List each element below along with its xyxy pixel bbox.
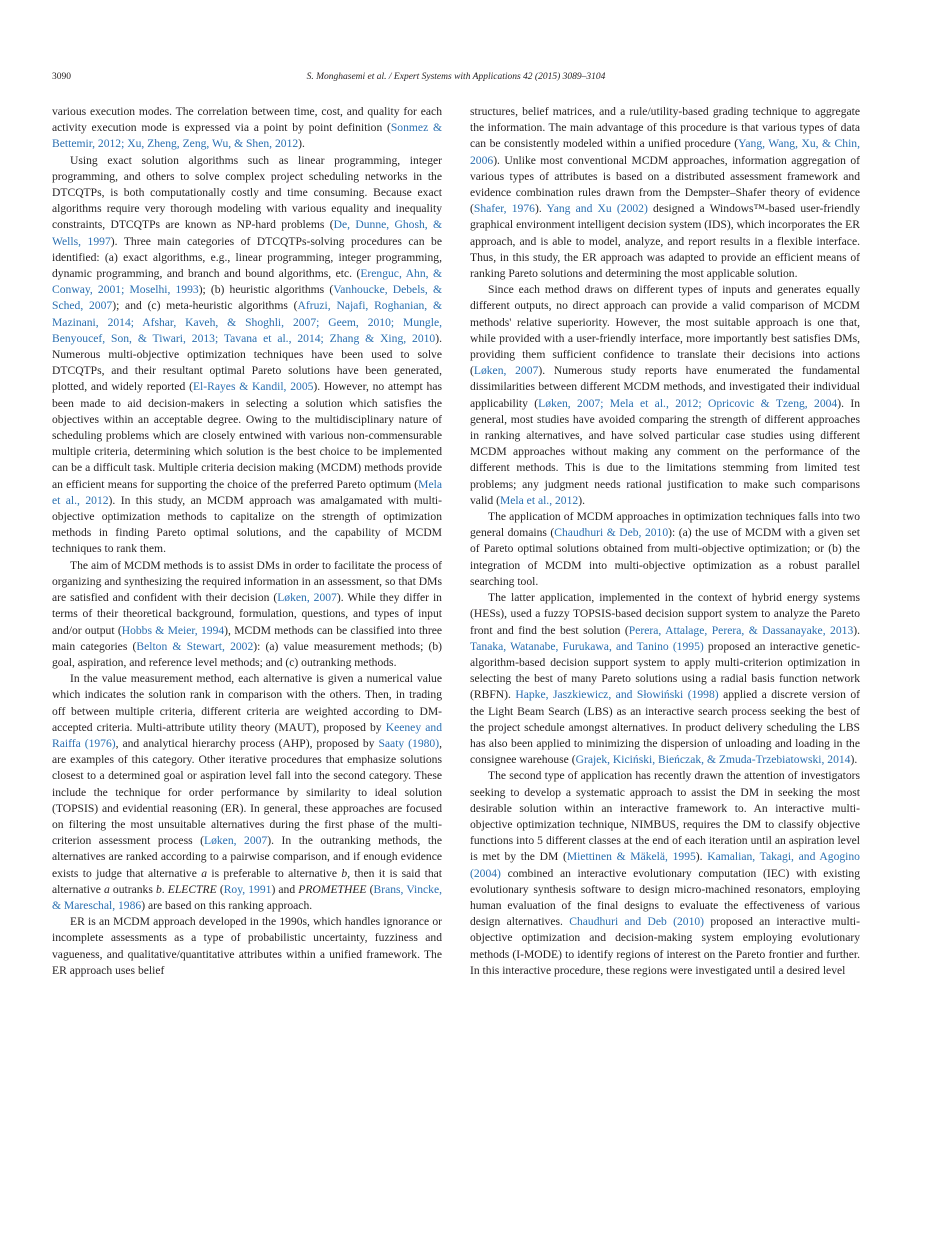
citation-link[interactable]: Miettinen & Mäkelä, 1995 xyxy=(566,850,696,864)
paragraph xyxy=(470,768,860,979)
left-column xyxy=(52,104,442,979)
paragraph xyxy=(470,509,860,590)
citation-link[interactable]: Løken, 2007; Mela et al., 2012; Opricovic & Tzeng, 2004 xyxy=(538,396,838,410)
text-run: outranks xyxy=(109,882,156,896)
citation-link[interactable]: Hapke, Jaszkiewicz, and Słowiński (1998) xyxy=(515,688,719,702)
text-run: , then it is said that alternative xyxy=(52,866,442,896)
citation-link[interactable]: Belton & Stewart, 2002 xyxy=(136,639,254,653)
paragraph xyxy=(470,282,860,509)
paragraph xyxy=(470,104,860,282)
citation-link[interactable]: Løken, 2007 xyxy=(277,591,337,605)
citation-link[interactable]: Saaty (1980) xyxy=(378,736,440,750)
text-run: ), MCDM methods can be classified into three main categories ( xyxy=(52,623,442,653)
paragraph xyxy=(470,590,860,768)
citation-link[interactable]: Roy, 1991 xyxy=(223,882,272,896)
text-run: The latter application, implemented in the context of hybrid energy systems (HESs), used a fuzzy TOPSIS-based decision support system to analyze the Pareto front and find the best solution ( xyxy=(470,591,860,637)
text-run: . xyxy=(161,882,168,896)
text-run: ). Numerous multi-objective optimization techniques have been used to solve DTCQTPs, and their resultant optimal Pareto solutions have been generated, plotted, and widely reported ( xyxy=(52,331,442,394)
citation-link[interactable]: Brans, Vincke, & Mareschal, 1986 xyxy=(52,882,442,912)
citation-link[interactable]: El-Rayes & Kandil, 2005 xyxy=(192,380,314,394)
text-run: ): (a) value measurement methods; (b) goal, aspiration, and reference level methods; and (c) outranking methods. xyxy=(52,639,442,669)
paragraph xyxy=(52,153,442,558)
citation-link[interactable]: Grajek, Kiciński, Bieńczak, & Zmuda-Trzebiatowski, 2014 xyxy=(575,753,851,767)
right-column xyxy=(470,104,860,979)
text-run: ). xyxy=(853,623,861,637)
text-run: In the value measurement method, each alternative is given a numerical value which indicates the solution rank in comparison with the others. Then, in trading off between multiple criteria, different criteria are weighted according to DM-accepted criteria. Multi-attribute utility theory (MAUT), proposed by xyxy=(52,672,442,734)
citation-link[interactable]: Shafer, 1976 xyxy=(473,202,535,216)
text-run: ); and (c) meta-heuristic algorithms ( xyxy=(112,299,298,313)
citation-link[interactable]: Hobbs & Meier, 1994 xyxy=(121,623,225,637)
text-run: The second type of application has recently drawn the attention of investigators seeking to develop a systematic approach to assist the DM in seeking the most desirable solution within an interactive framework to. An interactive multi-objective optimization technique, NIMBUS, requires the DM to classify objective functions into 5 different classes at the end of each iteration until an aspiration level is met by the DM ( xyxy=(470,769,860,864)
page-number: 3090 xyxy=(52,72,71,82)
citation-link[interactable]: Yang, Wang, Xu, & Chin, 2006 xyxy=(470,137,860,167)
text-run: ). xyxy=(534,202,547,216)
text-run: ( xyxy=(216,882,224,896)
text-run: ). However, no attempt has been made to aid decision-makers in selecting a solution which satisfies the objectives within an acceptable degree. Owing to the multidisciplinary nature of scheduling problems which are closely entwined with various non-commensurable multiple criteria, determining which solution is the best choice to be implemented can be a difficult task. Multiple criteria decision making (MCDM) methods provide an efficient means for supporting the choice of the preferred Pareto optimum ( xyxy=(52,380,442,491)
text-run: applied a discrete version of the Light Beam Search (LBS) as an interactive search process seeking the best of the project schedule amongst alternatives. In product delivery scheduling the LBS has also been applied to minimizing the dispersion of unloading and loading in the consignee warehouse ( xyxy=(470,688,860,767)
paragraph xyxy=(52,914,442,979)
text-run: various execution modes. The correlation between time, cost, and quality for each activity execution mode is expressed via a point by point definition ( xyxy=(52,105,442,135)
citation-link[interactable]: Mela et al., 2012 xyxy=(499,493,579,507)
text-run: ). While they differ in terms of their theoretical background, formulation, questions, and types of input and/or output ( xyxy=(52,591,442,637)
paragraph xyxy=(52,104,442,153)
citation-link[interactable]: Chaudhuri & Deb, 2010 xyxy=(554,526,669,540)
italic-term: a xyxy=(104,882,110,896)
paragraph xyxy=(52,558,442,671)
text-run: The application of MCDM approaches in optimization techniques falls into two general domains ( xyxy=(470,510,860,540)
text-run: ); (b) heuristic algorithms ( xyxy=(198,283,334,297)
italic-term: b xyxy=(341,866,348,880)
running-head: S. Monghasemi et al. / Expert Systems with Applications 42 (2015) 3089–3104 xyxy=(306,72,606,82)
text-run: proposed an interactive genetic-algorithm-based decision support system to apply multi-criterion optimization in selecting the best of many Pareto solutions using a radial basis function network (RBFN). xyxy=(470,639,860,702)
text-run: designed a Windows™-based user-friendly graphical environment intelligent decision system (IDS), which incorporates the ER approach, and is able to model, analyze, and report results in a flexible interface. Thus, in this study, the ER approach was adapted to provide an efficient means of ranking Pareto solutions and determining the most applicable solution. xyxy=(470,202,861,281)
italic-term: b xyxy=(155,882,162,896)
text-run: proposed an interactive multi-objective optimization and decision-making system employing evolutionary methods (I-MODE) to identify regions of interest on the Pareto frontier and further. In this interactive procedure, these regions were investigated until a desired level xyxy=(470,915,860,977)
paragraph xyxy=(52,671,442,914)
text-run: ): (a) the use of MCDM with a given set of Pareto optimal solutions obtained from multi-objective optimization; or (b) the integration of MCDM into multi-objective optimization as a robust parallel searching tool. xyxy=(470,526,860,588)
text-run: ). xyxy=(578,493,585,507)
italic-term: a xyxy=(201,866,208,880)
text-run: The aim of MCDM methods is to assist DMs in order to facilitate the process of organizing and synthesizing the required information in an assessment, so that DMs are satisfied and confident with their decision ( xyxy=(52,558,442,605)
text-run: ) are based on this ranking approach. xyxy=(141,898,313,912)
text-run: ). Unlike most conventional MCDM approaches, information aggregation of various types of attributes is based on a distributed assessment framework and evidence combination rules drawn from the Dempster–Shafer theory of evidence ( xyxy=(470,153,860,216)
citation-link[interactable]: Afruzi, Najafi, Roghanian, & Mazinani, 2014; Afshar, Kaveh, & Shoghli, 2007; Geem, 2010; Mungle, Benyoucef, Son, & Tiwari, 2013; Tavana et al., 2014; Zhang & Xing, 2010 xyxy=(52,299,442,345)
text-run: , are examples of this category. Other iterative procedures that emphasize solutions closest to a determined goal or aspiration level fall into the second category. These include the technique for order performance by similarity to ideal solution (TOPSIS) and evidential reasoning (ER). In general, these approaches are focused on filtering the most unsuitable alternatives during the first phase of the multi-criterion assessment process ( xyxy=(52,736,442,848)
citation-link[interactable]: Erenguc, Ahn, & Conway, 2001; Moselhi, 1993 xyxy=(52,267,442,297)
citation-link[interactable]: Tanaka, Watanabe, Furukawa, and Tanino (1995) xyxy=(470,639,704,653)
text-run: ) and xyxy=(271,882,299,896)
text-run: , and analytical hierarchy process (AHP), proposed by xyxy=(115,736,379,750)
citation-link[interactable]: Løken, 2007 xyxy=(204,834,268,848)
citation-link[interactable]: Mela et al., 2012 xyxy=(52,477,442,507)
text-run: ( xyxy=(366,882,374,896)
text-run: ). In the outranking methods, the alternatives are ranked according to a pairwise comparison, and if enough evidence exists to judge that alternative xyxy=(52,834,443,880)
text-run: Since each method draws on different types of inputs and generates equally different outputs, no direct approach can provide a valid comparison of MCDM methods' relative superiority. However, the most suitable approach is one that, while provided with a user-friendly interface, more importantly best satisfies DMs, providing them sufficient confidence to translate their decisions into actions ( xyxy=(470,283,860,378)
citation-link[interactable]: Keeney and Raiffa (1976) xyxy=(52,720,442,750)
citation-link[interactable]: Perera, Attalage, Perera, & Dassanayake, 2013 xyxy=(628,623,854,637)
text-run: combined an interactive evolutionary computation (IEC) with existing evolutionary synthesis software to design micro-machined resonators, employing human evaluation of the final designs to evaluate the effectiveness of various design alternatives. xyxy=(470,866,860,929)
italic-term: ELECTRE xyxy=(167,882,217,896)
text-run: ). In this study, an MCDM approach was amalgamated with multi-objective optimization methods to capitalize on the strength of optimization methods in finding Pareto optimal solutions, and the capability of MCDM techniques to rank them. xyxy=(52,493,443,556)
text-run: ). In general, most studies have avoided comparing the strength of different approaches in ranking alternatives, and have solved particular case studies using different MCDM approaches without making any comment on the performance of the different methods. This is due to the limitations stemming from limited test problems; any judgment needs rational justification to make such comparisons valid ( xyxy=(470,396,860,507)
citation-link[interactable]: Løken, 2007 xyxy=(473,364,539,378)
text-run: ). xyxy=(695,850,708,864)
text-run: ). Numerous study reports have enumerated the fundamental dissimilarities between different MCDM methods, and investigated their individual applicability ( xyxy=(470,364,860,410)
citation-link[interactable]: Kamalian, Takagi, and Agogino (2004) xyxy=(470,850,860,880)
citation-link[interactable]: Yang and Xu (2002) xyxy=(546,202,648,216)
text-run: ). Three main categories of DTCQTPs-solving procedures can be identified: (a) exact algorithms, e.g., linear programming, integer programming, dynamic programming, and branch and bound algorithms, etc. ( xyxy=(52,234,442,281)
citation-link[interactable]: Sonmez & Bettemir, 2012; Xu, Zheng, Zeng, Wu, & Shen, 2012 xyxy=(52,121,442,151)
citation-link[interactable]: Chaudhuri and Deb (2010) xyxy=(569,915,705,929)
citation-link[interactable]: Vanhoucke, Debels, & Sched, 2007 xyxy=(52,283,442,313)
text-run: ). xyxy=(298,137,305,151)
text-run: structures, belief matrices, and a rule/utility-based grading technique to aggregate the information. The main advantage of this procedure is that various types of data can be consistently modeled within a unified procedure ( xyxy=(470,105,860,151)
text-run: ER is an MCDM approach developed in the 1990s, which handles ignorance or incomplete assessments as a type of probabilistic uncertainty, fuzziness and vagueness, and qualitative/quantitative attributes within a unified framework. The ER approach uses belief xyxy=(52,915,442,977)
text-run: is preferable to alternative xyxy=(207,866,342,880)
text-run: Using exact solution algorithms such as linear programming, integer programming, and others to solve complex project scheduling networks in the DTCQTPs, is both computationally costly and time consuming. Because exact algorithms require very thorough modeling with various equality and inequality constraints, DTCQTPs are known as NP-hard problems ( xyxy=(52,153,442,232)
running-header xyxy=(52,72,860,86)
italic-term: PROMETHEE xyxy=(298,882,367,896)
text-run: ). xyxy=(850,753,858,767)
citation-link[interactable]: De, Dunne, Ghosh, & Wells, 1997 xyxy=(52,218,442,248)
